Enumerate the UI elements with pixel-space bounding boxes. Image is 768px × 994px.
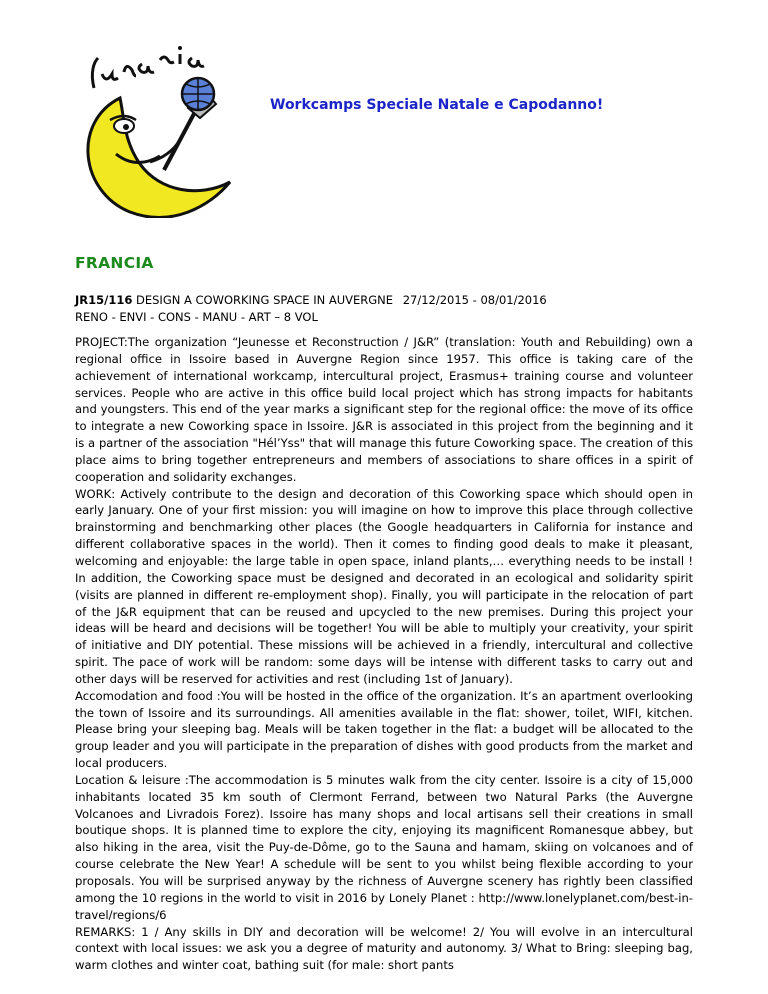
remarks-paragraph: REMARKS: 1 / Any skills in DIY and decoration will be welcome! 2/ You will evolve in an intercultural context with local issues: we ask you a degree of maturity and autonomy. 3/ What to Bring: sleeping bag, warm clothes and winter coat, bathing suit (for male: short pants bbox=[75, 924, 693, 973]
location-paragraph: Location & leisure :The accommodation is 5 minutes walk from the city center. Issoire is a city of 15,000 inhabitants located 35 km south of Clermont Ferrand, between two Natural Parks (the Auvergne Volcanoes and Livradois Forez). Issoire has many shops and local artisans sell their creations in small boutique shops. It is planned time to explore the city, enjoying its magnificent Romanesque abbey, but also hiking in the area, visit the Puy-de-Dôme, go to the Sauna and hamam, skiing on volcanoes and of course celebrate the New Year! A schedule will be sent to you whilst being flexible according to your proposals. You will be surprised anyway by the richness of Auvergne scenery has rightly been classified among the 10 regions in the world to visit in 2016 by Lonely Planet : http://www.lonelyplanet.com/best-in-travel/regions/6 bbox=[75, 772, 693, 922]
camp-dates: 27/12/2015 - 08/01/2016 bbox=[402, 293, 547, 307]
lunaria-logo bbox=[80, 42, 258, 218]
camp-name: DESIGN A COWORKING SPACE IN AUVERGNE bbox=[136, 293, 394, 307]
work-paragraph: WORK: Actively contribute to the design and decoration of this Coworking space which should open in early January. One of your first mission: you will imagine on how to improve this place through collective brainstorming and benchmarking other places (the Google headquarters in California for instance and different collaborative spaces in the world). Then it comes to finding good deals to make it pleasant, welcoming and enjoyable: the large table in open space, inland plants,… everything needs to be install ! In addition, the Coworking space must be designed and decorated in an ecological and solidarity spirit (visits are planned in different re-employment shop). Finally, you will participate in the relocation of part of the J&R equipment that can be reused and upcycled to the new premises. During this project your ideas will be heard and decisions will be together! You will be able to multiply your creativity, your spirit of initiative and DIY potential. These missions will be achieved in a friendly, intercultural and collective spirit. The pace of work will be random: some days will be intense with different tasks to carry out and other days will be reserved for activities and rest (including 1st of January). bbox=[75, 486, 693, 686]
camp-tags: RENO - ENVI - CONS - MANU - ART – 8 VOL bbox=[75, 310, 318, 324]
page-title: Workcamps Speciale Natale e Capodanno! bbox=[270, 97, 604, 113]
camp-description bbox=[75, 334, 693, 974]
accommodation-paragraph: Accomodation and food :You will be hosted in the office of the organization. It’s an apartment overlooking the town of Issoire and its surroundings. All amenities available in the flat: shower, toilet, WIFI, kitchen. Please bring your sleeping bag. Meals will be taken together in the flat: a budget will be allocated to the group leader and you will participate in the preparation of dishes with good products from the market and local producers. bbox=[75, 688, 693, 771]
country-heading: FRANCIA bbox=[75, 254, 154, 272]
project-paragraph: PROJECT:The organization “Jeunesse et Reconstruction / J&R” (translation: Youth and Rebuilding) own a regional office in Issoire based in Auvergne Region since 1957. This office is taking care of the achievement of international workcamp, intercultural project, Erasmus+ training course and volunteer services. People who are active in this office build local project which has strong impacts for habitants and youngsters. This end of the year marks a significant step for the regional office: the move of its office to integrate a new Coworking space in Issoire. J&R is associated in this project from the beginning and it is a partner of the association "Hél’Yss" that will manage this future Coworking space. The creation of this place aims to bring together entrepreneurs and members of associations to share offices in a spirit of cooperation and solidarity exchanges. bbox=[75, 335, 693, 484]
camp-title-line bbox=[75, 292, 547, 309]
camp-code: JR15/116 bbox=[75, 293, 133, 307]
camp-meta bbox=[75, 292, 547, 326]
